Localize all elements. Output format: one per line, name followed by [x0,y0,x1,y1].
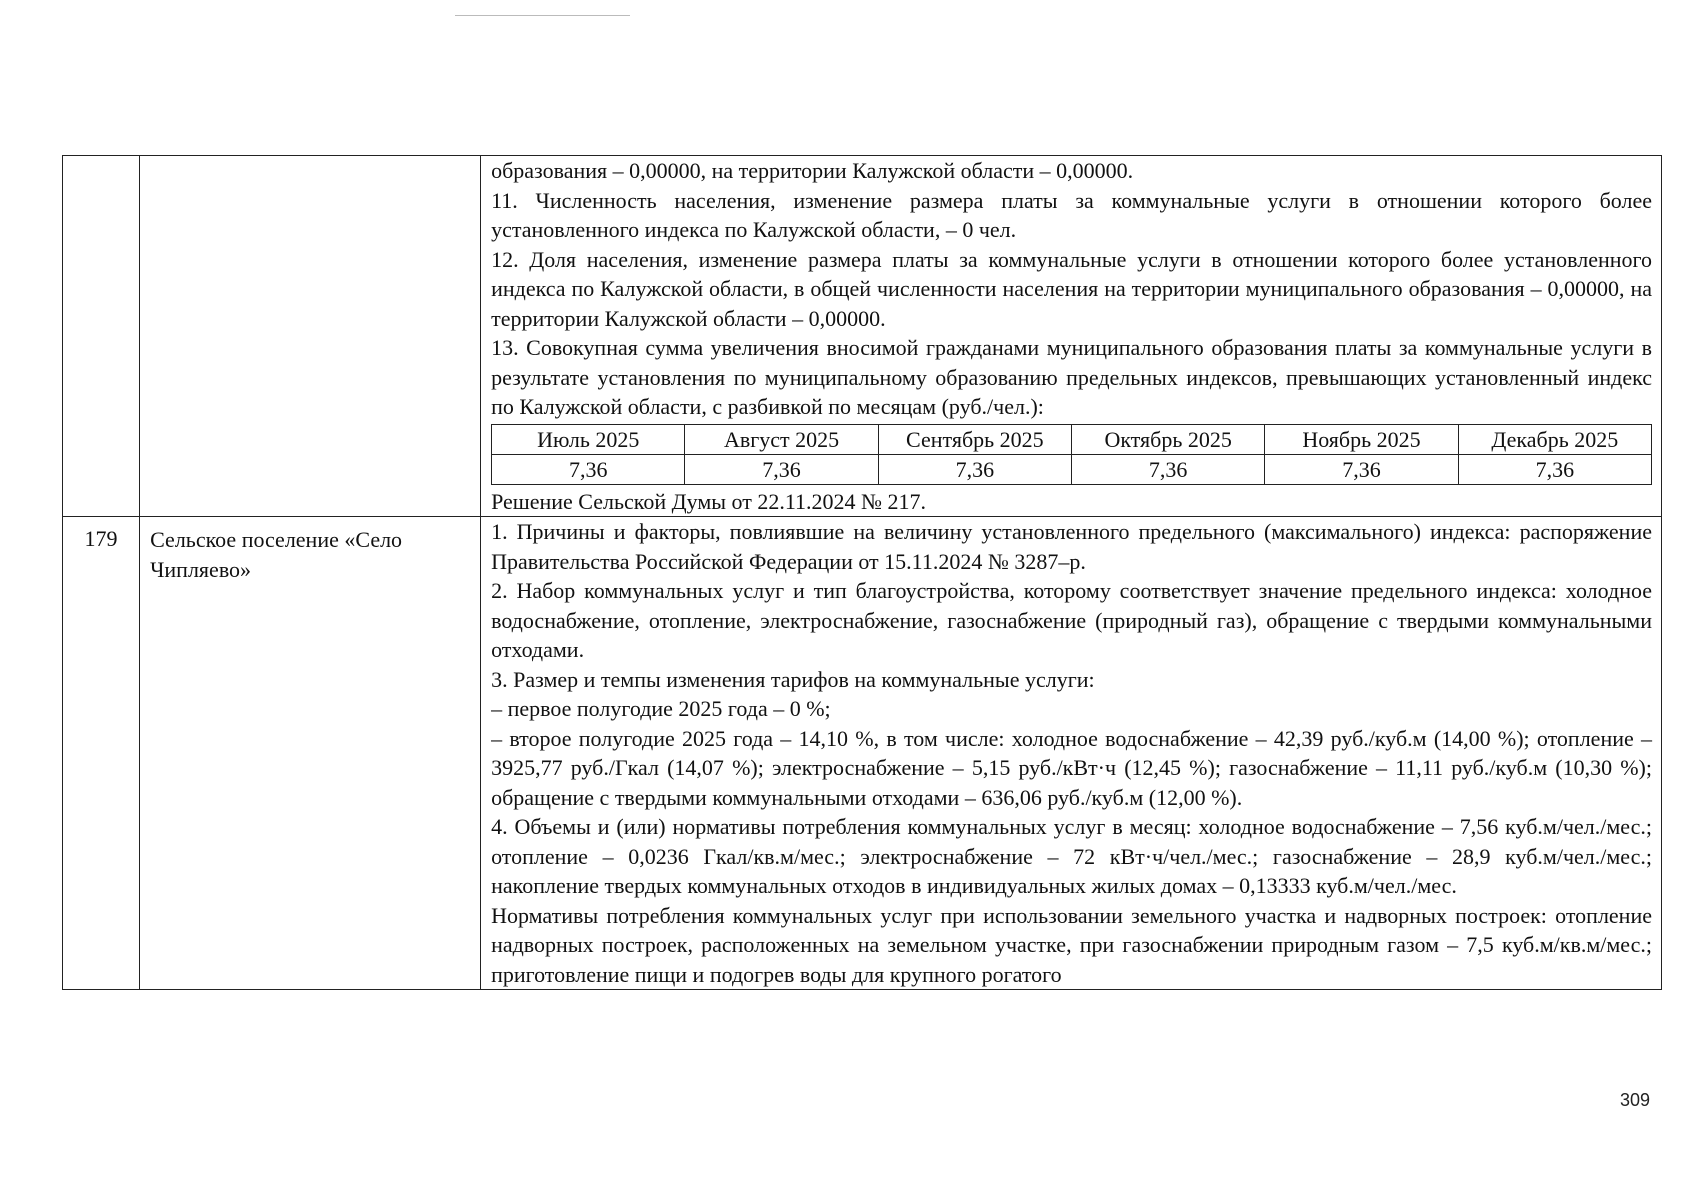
paragraph: 2. Набор коммунальных услуг и тип благоустройства, которому соответствует значение предельного индекса: холодное водоснабжение, отопление, электроснабжение, газоснабжение (природный газ), обращение с твердыми коммунальными отходами. [491,578,1652,662]
page-number: 309 [1620,1090,1651,1110]
month-value: 7,36 [878,454,1071,484]
table-row [63,156,1662,517]
monthly-amounts-table [491,424,1652,485]
scan-artifact-line [455,15,630,16]
month-header: Июль 2025 [492,424,685,454]
month-value: 7,36 [1265,454,1458,484]
row-number-cell: 179 [63,517,140,990]
paragraph: 12. Доля населения, изменение размера платы за коммунальные услуги в отношении которого более установленного индекса по Калужской области, в общей численности населения на территории муниципального образования – 0,00000, на территории Калужской области – 0,00000. [491,246,1652,331]
month-header: Октябрь 2025 [1072,424,1265,454]
paragraph: 13. Совокупная сумма увеличения вносимой гражданами муниципального образования платы за коммунальные услуги в результате установления по муниципальному образованию предельных индексов, превышающих установленный индекс по Калужской области, с разбивкой по месяцам (руб./чел.): [491,335,1652,419]
month-header: Ноябрь 2025 [1265,424,1458,454]
months-header-row [492,424,1652,454]
row-number-cell [63,156,140,517]
paragraph: 4. Объемы и (или) нормативы потребления коммунальных услуг в месяц: холодное водоснабжение – 7,56 куб.м/чел./мес.; отопление – 0,0236 Гкал/кв.м/мес.; электроснабжение – 72 кВт·ч/чел./мес.; газоснабжение – 28,9 куб.м/чел./мес.; накопление твердых коммунальных отходов в индивидуальных жилых домах – 0,13333 куб.м/чел./мес. [491,814,1652,898]
paragraph: – первое полугодие 2025 года – 0 %; [491,696,831,721]
months-value-row [492,454,1652,484]
month-header: Декабрь 2025 [1458,424,1651,454]
month-value: 7,36 [1072,454,1265,484]
paragraph: образования – 0,00000, на территории Калужской области – 0,00000. [491,158,1134,183]
municipality-name-cell [140,156,481,517]
month-value: 7,36 [1458,454,1651,484]
paragraph: 3. Размер и темпы изменения тарифов на коммунальные услуги: [491,666,1095,692]
month-value: 7,36 [685,454,878,484]
month-value: 7,36 [492,454,685,484]
index-table [62,155,1662,990]
paragraph: Нормативы потребления коммунальных услуг при использовании земельного участка и надворных построек: отопление надворных построек, расположенных на земельном участке, при газоснабжении природным газом – 7,5 куб.м/кв.м/мес.; приготовление пищи и подогрев воды для крупного рогатого [491,902,1652,987]
details-cell [481,156,1662,517]
paragraph: 11. Численность населения, изменение размера платы за коммунальные услуги в отношении которого более установленного индекса по Калужской области, – 0 чел. [491,187,1652,242]
month-header: Август 2025 [685,424,878,454]
decision-text: Решение Сельской Думы от 22.11.2024 № 217. [491,488,927,514]
month-header: Сентябрь 2025 [878,424,1071,454]
table-row [63,517,1662,990]
municipality-name-cell: Сельское поселение «Село Чипляево» [140,517,481,990]
paragraph: 1. Причины и факторы, повлиявшие на величину установленного предельного (максимального) индекса: распоряжение Правительства Российской Федерации от 15.11.2024 № 3287–р. [491,519,1652,574]
paragraph: – второе полугодие 2025 года – 14,10 %, в том числе: холодное водоснабжение – 42,39 руб./куб.м (14,00 %); отопление – 3925,77 руб./Гкал (14,07 %); электроснабжение – 5,15 руб./кВт·ч (12,45 %); газоснабжение – 11,11 руб./куб.м (10,30 %); обращение с твердыми коммунальными отходами – 636,06 руб./куб.м (12,00 %). [491,725,1652,810]
details-cell [481,517,1662,990]
